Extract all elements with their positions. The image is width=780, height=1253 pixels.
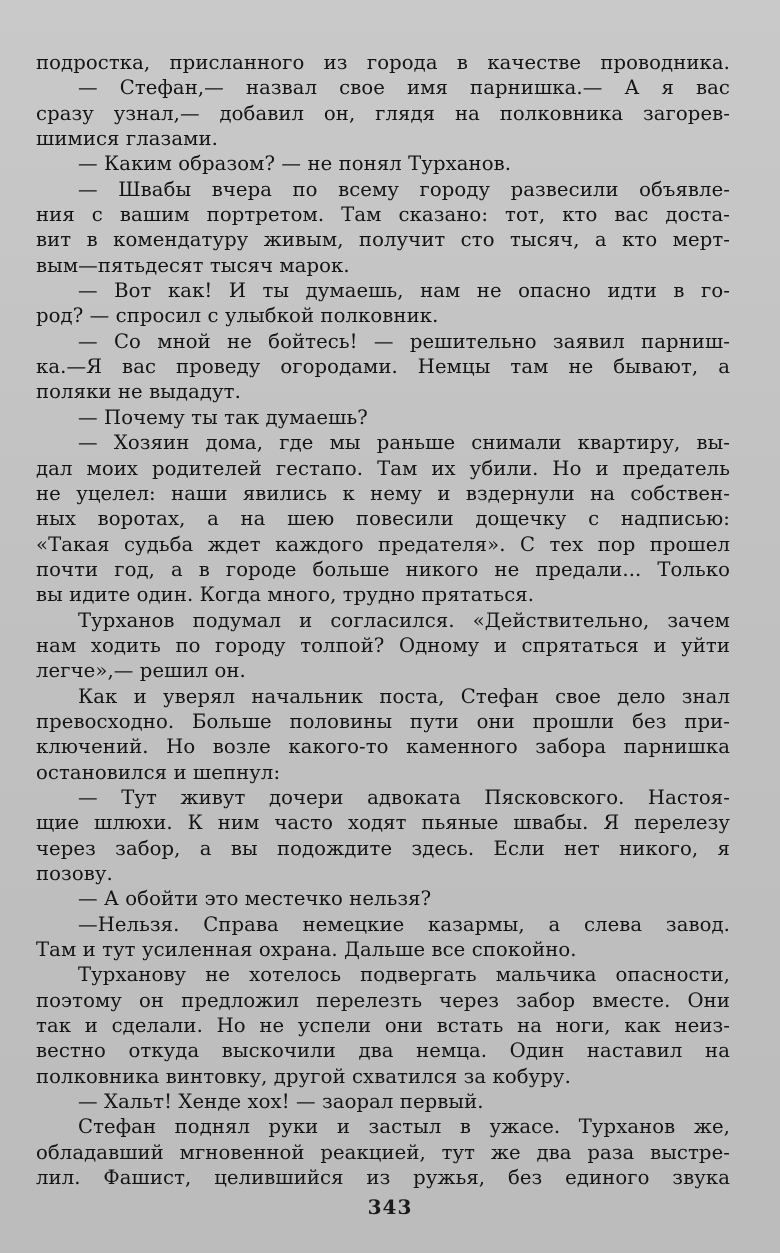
text-line: щие шлюхи. К ним часто ходят пьяные швабы. Я перелезу — [36, 811, 730, 835]
text-line: позову. — [36, 862, 113, 885]
text-line: подростка, присланного из города в качестве проводника. — [36, 51, 730, 74]
text-line: лил. Фашист, целившийся из ружья, без единого звука — [36, 1166, 730, 1190]
text-line: обладавший мгновенной реакцией, тут же два раза выстре- — [36, 1140, 730, 1164]
text-line: — Тут живут дочери адвоката Пясковского. Настоя- — [78, 785, 730, 809]
text-line: сразу узнал,— добавил он, глядя на полковника загорев- — [36, 101, 730, 125]
text-line: поэтому он предложил перелезть через забор вместе. Они — [36, 988, 730, 1012]
text-line: — Каким образом? — не понял Турханов. — [78, 152, 512, 176]
text-line: — Со мной не бойтесь! — решительно заявил парниш- — [78, 329, 730, 353]
text-line: шимися глазами. — [36, 127, 218, 151]
text-line: дал моих родителей гестапо. Там их убили. Но и предатель — [36, 456, 730, 480]
text-line: поляки не выдадут. — [36, 380, 241, 404]
text-line: вым—пятьдесят тысяч марок. — [36, 253, 350, 277]
text-line: не уцелел: наши явились к нему и вздернули на собствен- — [36, 481, 730, 505]
text-line: превосходно. Больше половины пути они прошли без при- — [36, 709, 730, 733]
text-line: легче»,— решил он. — [36, 659, 246, 683]
text-line: вестно откуда выскочили два немца. Один наставил на — [36, 1039, 730, 1063]
text-line: через забор, а вы подождите здесь. Если нет никого, я — [36, 836, 730, 860]
text-line: —Нельзя. Справа немецкие казармы, а слева завод. — [78, 912, 730, 936]
text-line: Там и тут усиленная охрана. Дальше все спокойно. — [36, 938, 577, 962]
text-line: — Хальт! Хенде хох! — заорал первый. — [78, 1090, 484, 1114]
text-line: род? — спросил с улыбкой полковник. — [36, 304, 439, 328]
text-line: почти год, а в городе больше никого не предали... Только — [36, 557, 730, 581]
text-line: — Стефан,— назвал свое имя парнишка.— А я вас — [78, 76, 730, 100]
text-line: — Вот как! И ты думаешь, нам не опасно идти в го- — [78, 279, 730, 303]
text-line: ных воротах, а на шею повесили дощечку с надписью: — [36, 507, 730, 531]
text-line: «Такая судьба ждет каждого предателя». С тех пор прошел — [36, 532, 730, 556]
text-line: — А обойти это местечко нельзя? — [78, 887, 432, 911]
text-line: ния с вашим портретом. Там сказано: тот, кто вас доста- — [36, 203, 730, 227]
text-line: так и сделали. Но не успели они встать на ноги, как неиз- — [36, 1014, 730, 1038]
text-line: Стефан поднял руки и застыл в ужасе. Турханов же, — [78, 1115, 730, 1139]
text-line: Турханов подумал и согласился. «Действительно, зачем — [78, 608, 730, 632]
page-text — [36, 50, 730, 1190]
text-line: вит в комендатуру живым, получит сто тысяч, а кто мерт- — [36, 228, 730, 252]
text-line: — Хозяин дома, где мы раньше снимали квартиру, вы- — [78, 431, 730, 455]
text-line: — Швабы вчера по всему городу развесили объявле- — [78, 177, 730, 201]
text-line: нам ходить по городу толпой? Одному и спрятаться и уйти — [36, 633, 730, 657]
text-line: Турханову не хотелось подвергать мальчика опасности, — [78, 963, 730, 987]
text-line: ключений. Но возле какого-то каменного забора парнишка — [36, 735, 730, 759]
text-line: вы идите один. Когда много, трудно прятаться. — [36, 583, 535, 607]
text-line: ка.—Я вас проведу огородами. Немцы там не бывают, а — [36, 355, 730, 379]
page-number: 343 — [367, 1195, 413, 1219]
text-line: Как и уверял начальник поста, Стефан свое дело знал — [78, 684, 730, 708]
text-line: остановился и шепнул: — [36, 760, 281, 784]
text-line: полковника винтовку, другой схватился за кобуру. — [36, 1064, 571, 1088]
text-line: — Почему ты так думаешь? — [78, 405, 368, 429]
